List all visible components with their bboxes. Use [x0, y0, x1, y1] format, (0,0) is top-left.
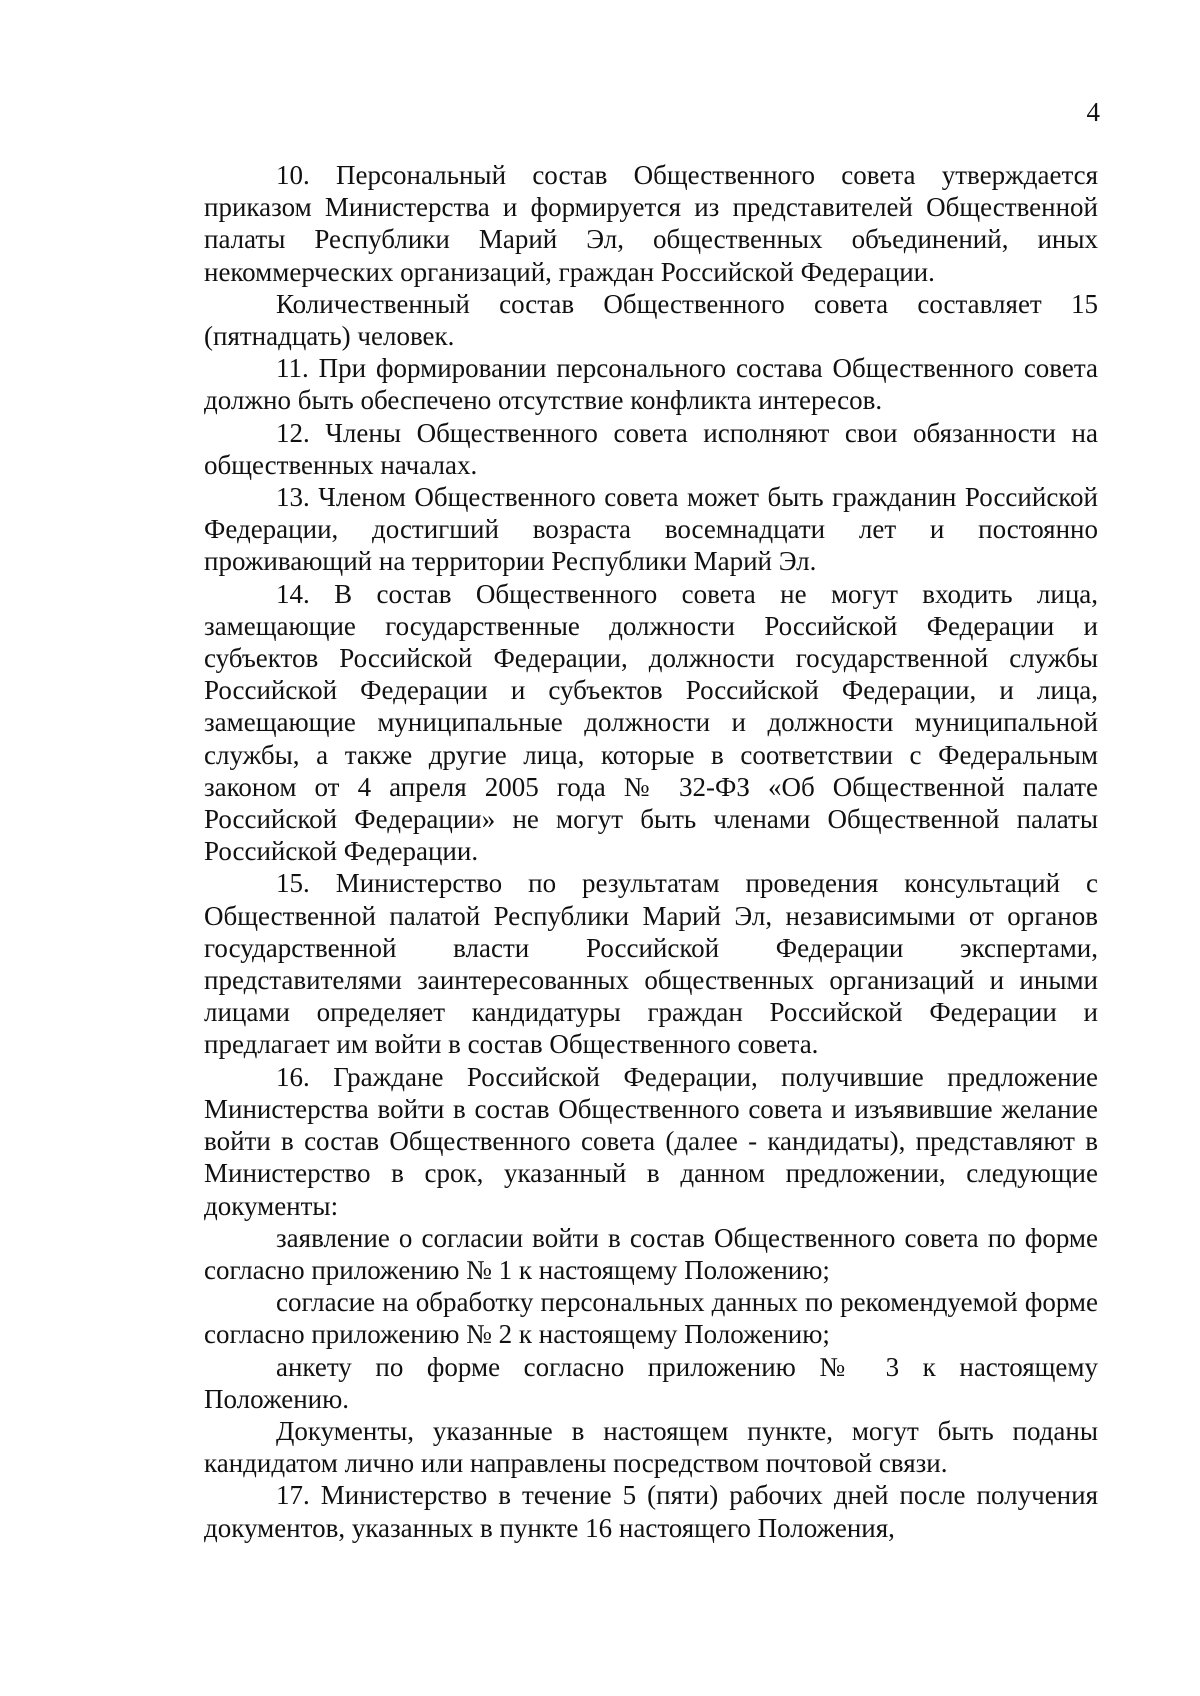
paragraph-members-count: Количественный состав Общественного совета составляет 15 (пятнадцать) человек. [204, 288, 1098, 352]
page-number: 4 [1086, 97, 1100, 127]
paragraph-16-item-questionnaire: анкету по форме согласно приложению № 3 к настоящему Положению. [204, 1351, 1098, 1414]
paragraph-16-item-application: заявление о согласии войти в состав Общественного совета по форме согласно приложению № 1 к настоящему Положению; [204, 1222, 1098, 1285]
paragraph-12: 12. Члены Общественного совета исполняют свои обязанности на общественных началах. [204, 417, 1098, 480]
paragraph-10: 10. Персональный состав Общественного совета утверждается приказом Министерства и формируется из представителей Общественной палаты Республики Марий Эл, общественных объединений, иных некоммерческих организаций, граждан Российской Федерации. [204, 160, 1098, 287]
paragraph-16: 16. Граждане Российской Федерации, получившие предложение Министерства войти в состав Общественного совета и изъявившие желание войти в состав Общественного совета (далее - кандидаты), представляют в Министерство в срок, указанный в данном предложении, следующие документы: [204, 1061, 1098, 1221]
document-body [204, 159, 1098, 1544]
paragraph-16-submission: Документы, указанные в настоящем пункте, могут быть поданы кандидатом лично или направлены посредством почтовой связи. [204, 1415, 1098, 1479]
paragraph-15: 15. Министерство по результатам проведения консультаций с Общественной палатой Республики Марий Эл, независимыми от органов государственной власти Российской Федерации экспертами, представителями заинтересованных общественных организаций и иными лицами определяет кандидатуры граждан Российской Федерации и предлагает им войти в состав Общественного совета. [204, 868, 1098, 1060]
paragraph-14: 14. В состав Общественного совета не могут входить лица, замещающие государственные должности Российской Федерации и субъектов Российской Федерации, должности государственной службы Российской Федерации и субъектов Российской Федерации, и лица, замещающие муниципальные должности и должности муниципальной службы, а также другие лица, которые в соответствии с Федеральным законом от 4 апреля 2005 года № 32-ФЗ «Об Общественной палате Российской Федерации» не могут быть членами Общественной палаты Российской Федерации. [204, 578, 1098, 867]
paragraph-17: 17. Министерство в течение 5 (пяти) рабочих дней после получения документов, указанных в пункте 16 настоящего Положения, [204, 1480, 1098, 1543]
paragraph-13: 13. Членом Общественного совета может быть гражданин Российской Федерации, достигший возраста восемнадцати лет и постоянно проживающий на территории Республики Марий Эл. [204, 482, 1098, 577]
paragraph-11: 11. При формировании персонального состава Общественного совета должно быть обеспечено отсутствие конфликта интересов. [204, 353, 1098, 416]
paragraph-16-item-consent: согласие на обработку персональных данных по рекомендуемой форме согласно приложению № 2 к настоящему Положению; [204, 1287, 1098, 1350]
